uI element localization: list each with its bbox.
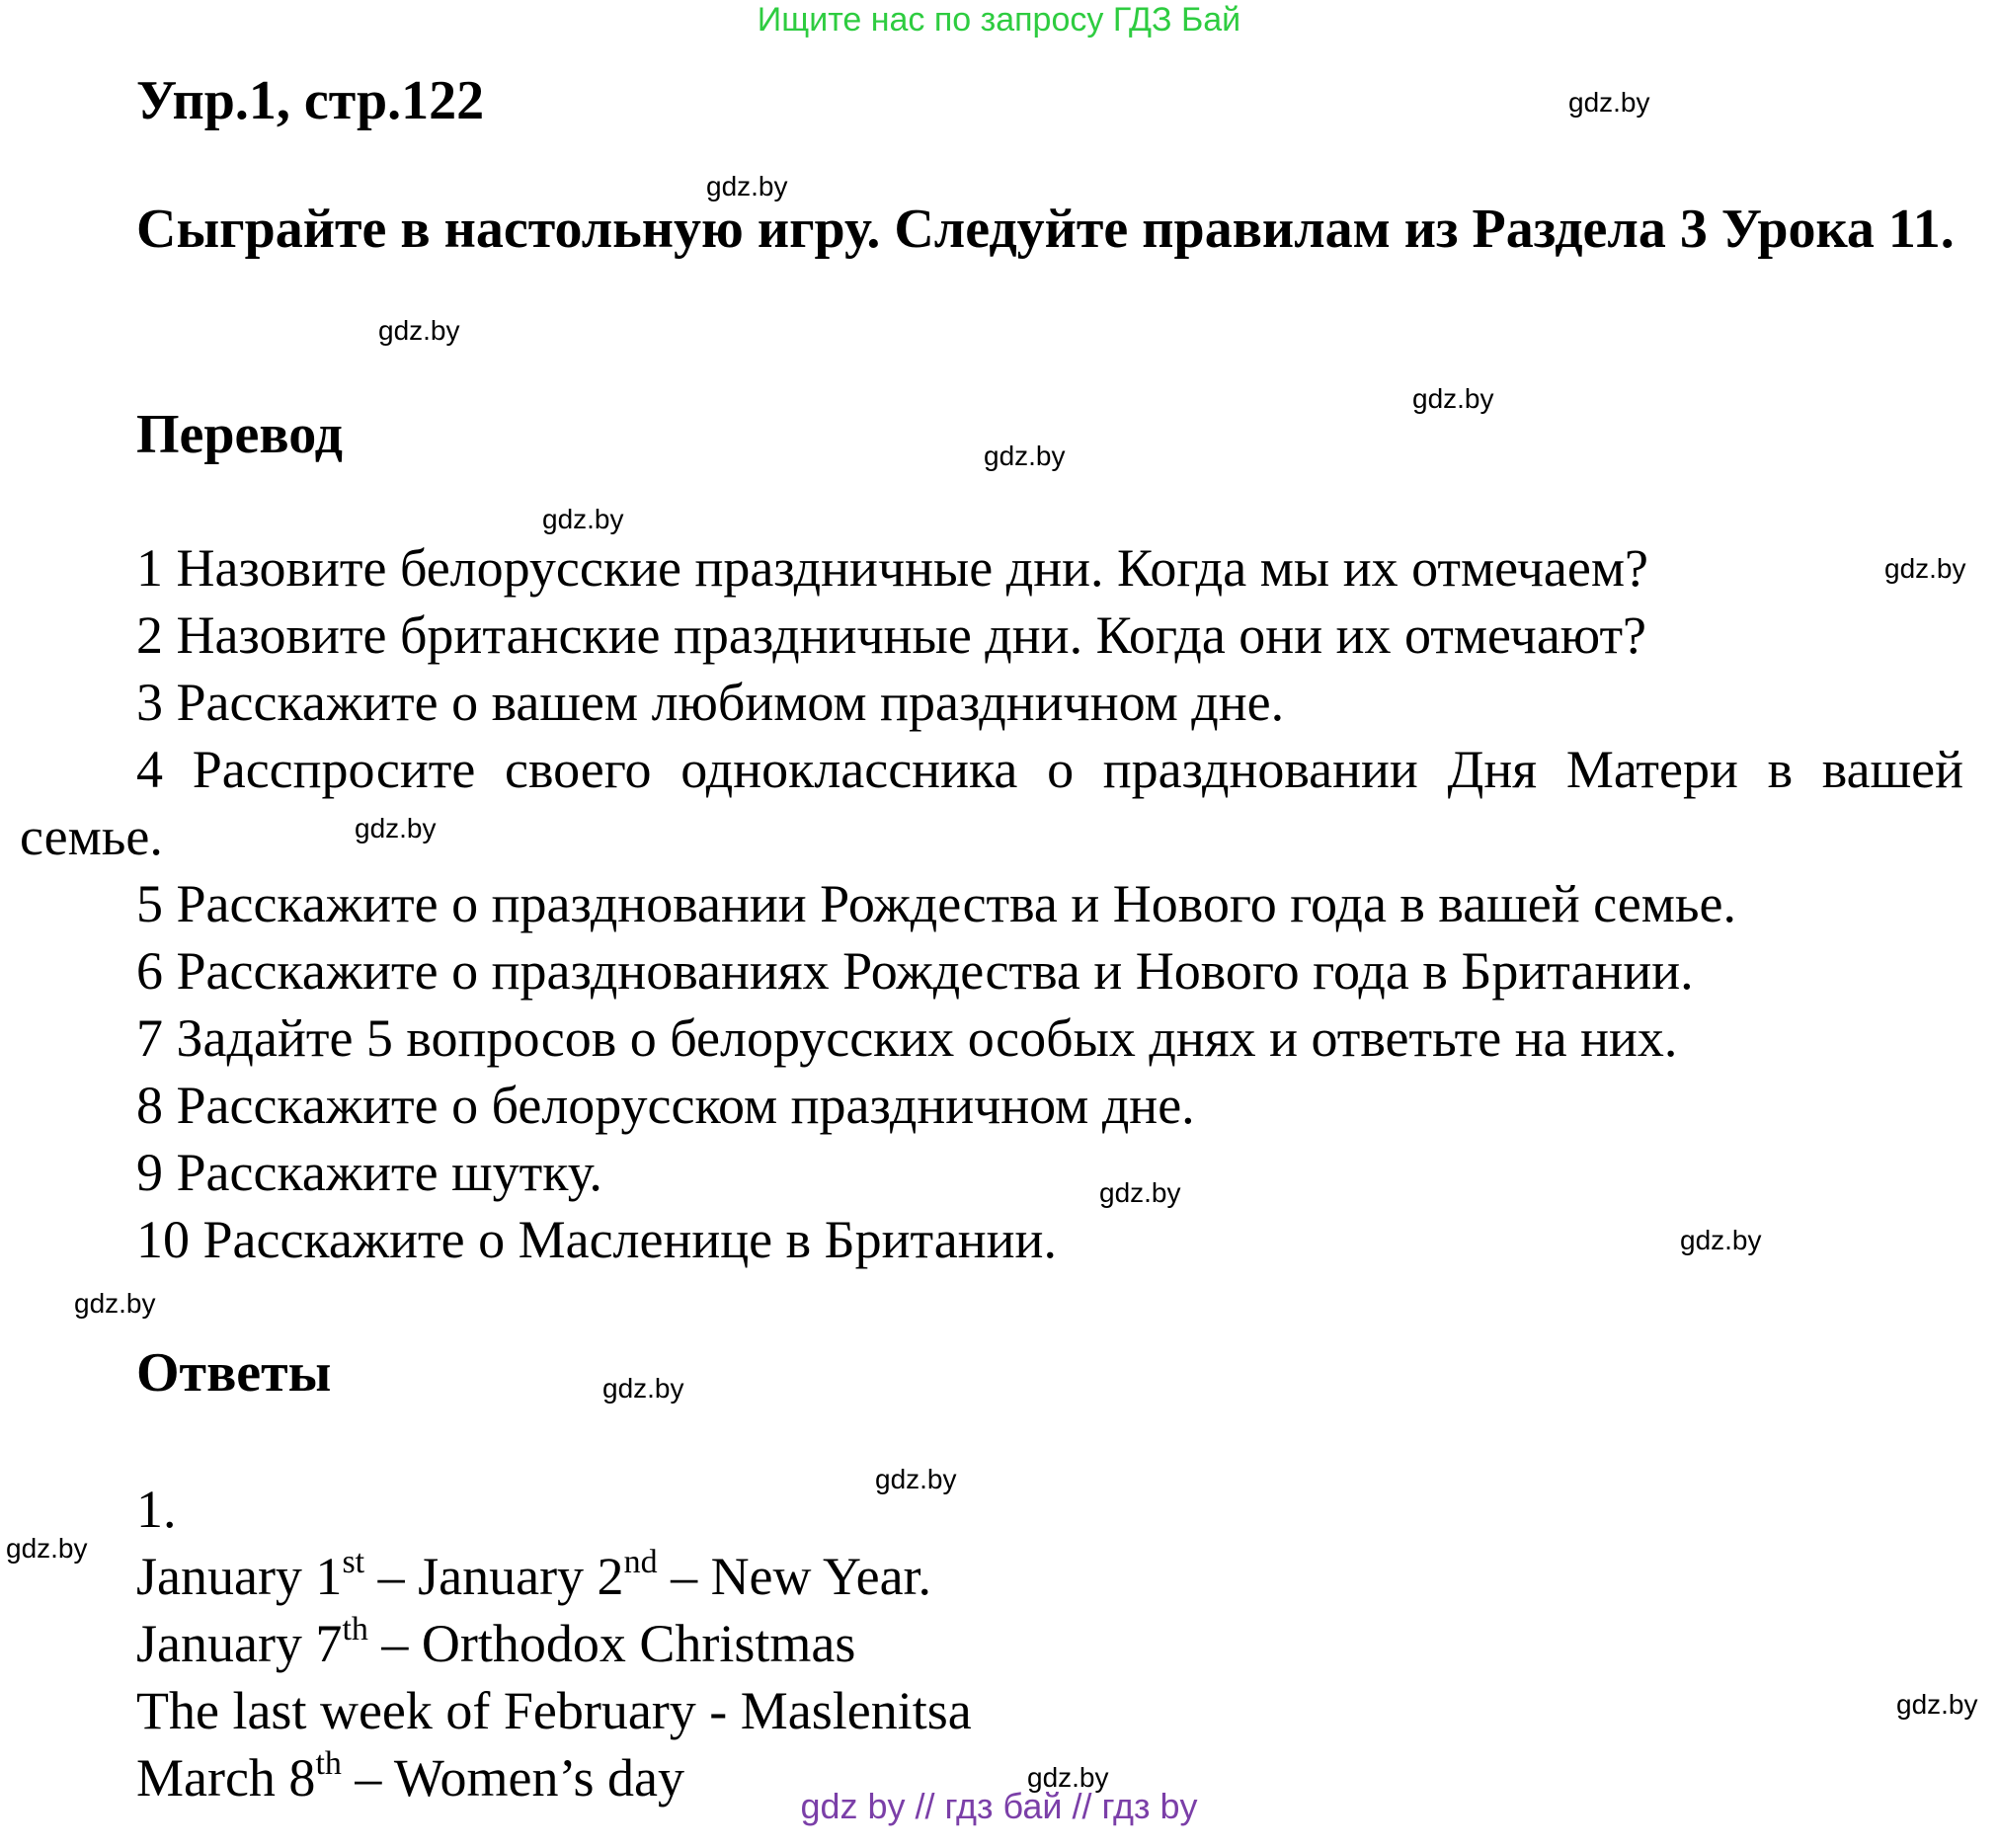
task-instruction: Сыграйте в настольную игру. Следуйте правилам из Раздела 3 Урока 11. xyxy=(136,199,1955,260)
watermark: gdz.by xyxy=(378,315,460,346)
answer-line: The last week of February - Maslenitsa xyxy=(136,1681,972,1740)
watermark: gdz.by xyxy=(984,441,1066,471)
list-item: 7 Задайте 5 вопросов о белорусских особых днях и ответьте на них. xyxy=(136,1008,1678,1068)
watermark: gdz.by xyxy=(706,171,788,201)
list-item: 9 Расскажите шутку. xyxy=(136,1143,602,1202)
answers-list xyxy=(136,1476,972,1811)
watermark: gdz.by xyxy=(74,1288,156,1319)
answers-heading: Ответы xyxy=(136,1342,332,1404)
list-item: 5 Расскажите о праздновании Рождества и Нового года в вашей семье. xyxy=(136,874,1736,933)
list-item: 6 Расскажите о празднованиях Рождества и Нового года в Британии. xyxy=(136,941,1694,1001)
watermark: gdz.by xyxy=(1099,1177,1181,1208)
answer-line: January 7th – Orthodox Christmas xyxy=(136,1611,856,1673)
watermark: gdz.by xyxy=(1884,553,1966,584)
watermark: gdz.by xyxy=(602,1373,684,1404)
top-banner: Ищите нас по запросу ГДЗ Бай xyxy=(757,1,1241,39)
list-item: 8 Расскажите о белорусском праздничном дне. xyxy=(136,1076,1195,1135)
watermark: gdz.by xyxy=(6,1533,88,1564)
list-item: 2 Назовите британские праздничные дни. Когда они их отмечают? xyxy=(136,605,1647,665)
watermark: gdz.by xyxy=(542,504,624,534)
footer-banner: gdz by // гдз бай // гдз by xyxy=(800,1786,1198,1826)
answer-number: 1. xyxy=(136,1480,177,1539)
watermark: gdz.by xyxy=(1027,1762,1109,1793)
list-item: 1 Назовите белорусские праздничные дни. Когда мы их отмечаем? xyxy=(136,538,1649,598)
list-item: 10 Расскажите о Масленице в Британии. xyxy=(136,1210,1057,1269)
watermark: gdz.by xyxy=(1896,1689,1978,1720)
list-item: 3 Расскажите о вашем любимом праздничном дне. xyxy=(136,673,1285,732)
translation-heading: Перевод xyxy=(136,404,343,465)
list-item: 4 Расспросите своего одноклассника о праздновании Дня Матери в вашей семье. xyxy=(20,740,1963,866)
watermark: gdz.by xyxy=(1568,87,1650,118)
translation-list xyxy=(20,534,1963,1273)
watermark: gdz.by xyxy=(355,813,437,844)
exercise-title: Упр.1, стр.122 xyxy=(136,70,485,131)
answer-line: March 8th – Women’s day xyxy=(136,1745,685,1808)
answer-line: January 1st – January 2nd – New Year. xyxy=(136,1544,932,1606)
watermark: gdz.by xyxy=(875,1464,957,1494)
watermark: gdz.by xyxy=(1680,1225,1762,1255)
watermark: gdz.by xyxy=(1412,383,1494,414)
